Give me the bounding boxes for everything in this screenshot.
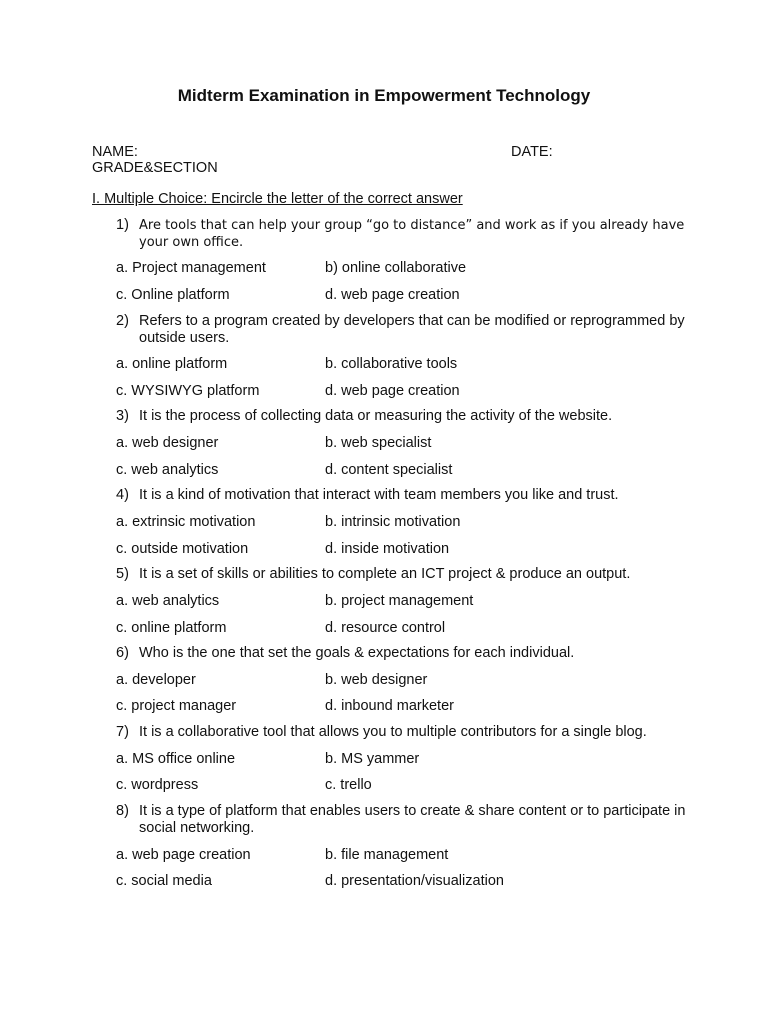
- choice-6d[interactable]: d. inbound marketer: [325, 698, 454, 714]
- grade-section-field-label: GRADE&SECTION: [92, 160, 218, 176]
- choice-4b[interactable]: b. intrinsic motivation: [325, 514, 461, 530]
- question-number: 2): [116, 313, 129, 329]
- question-1: [116, 217, 696, 251]
- choice-6c[interactable]: c. project manager: [116, 698, 237, 714]
- choice-4d[interactable]: d. inside motivation: [325, 541, 450, 557]
- question-5: [116, 566, 696, 583]
- choice-7d[interactable]: c. trello: [325, 777, 372, 793]
- page-title: Midterm Examination in Empowerment Technology: [177, 86, 591, 105]
- question-text: It is the process of collecting data or measuring the activity of the website.: [139, 408, 613, 424]
- choice-1d[interactable]: d. web page creation: [325, 287, 460, 303]
- question-number: 4): [116, 487, 129, 503]
- choice-7b[interactable]: b. MS yammer: [325, 751, 420, 767]
- date-field-label: DATE:: [511, 144, 553, 160]
- choice-8d[interactable]: d. presentation/visualization: [325, 873, 504, 889]
- choice-8c[interactable]: c. social media: [116, 873, 212, 889]
- question-6: [116, 645, 696, 662]
- question-text: Are tools that can help your group “go to distance” and work as if you already have your own office.: [139, 218, 685, 250]
- question-number: 1): [116, 217, 129, 233]
- question-number: 5): [116, 566, 129, 582]
- question-text: Refers to a program created by developers that can be modified or reprogrammed by outside users.: [139, 313, 685, 346]
- question-3: [116, 408, 696, 425]
- choice-5d[interactable]: d. resource control: [325, 620, 446, 636]
- choice-3d[interactable]: d. content specialist: [325, 462, 453, 478]
- question-2: [116, 313, 696, 347]
- choice-5a[interactable]: a. web analytics: [116, 593, 220, 609]
- question-text: It is a collaborative tool that allows you to multiple contributors for a single blog.: [139, 724, 647, 740]
- question-text: It is a type of platform that enables users to create & share content or to participate in social networking.: [139, 803, 686, 836]
- choice-1b[interactable]: b) online collaborative: [325, 260, 467, 276]
- question-text: It is a kind of motivation that interact with team members you like and trust.: [139, 487, 619, 503]
- question-text: It is a set of skills or abilities to complete an ICT project & produce an output.: [139, 566, 631, 582]
- choice-2b[interactable]: b. collaborative tools: [325, 356, 458, 372]
- question-4: [116, 487, 696, 504]
- choice-7c[interactable]: c. wordpress: [116, 777, 199, 793]
- choice-6b[interactable]: b. web designer: [325, 672, 428, 688]
- question-7: [116, 724, 696, 741]
- question-8: [116, 803, 696, 837]
- choice-4a[interactable]: a. extrinsic motivation: [116, 514, 256, 530]
- choice-5b[interactable]: b. project management: [325, 593, 474, 609]
- choice-7a[interactable]: a. MS office online: [116, 751, 236, 767]
- question-number: 8): [116, 803, 129, 819]
- choice-6a[interactable]: a. developer: [116, 672, 196, 688]
- choice-3b[interactable]: b. web specialist: [325, 435, 432, 451]
- choice-8b[interactable]: b. file management: [325, 847, 449, 863]
- choice-2c[interactable]: c. WYSIWYG platform: [116, 383, 260, 399]
- choice-3c[interactable]: c. web analytics: [116, 462, 219, 478]
- choice-2d[interactable]: d. web page creation: [325, 383, 460, 399]
- question-number: 7): [116, 724, 129, 740]
- question-text: Who is the one that set the goals & expectations for each individual.: [139, 645, 575, 661]
- choice-4c[interactable]: c. outside motivation: [116, 541, 249, 557]
- name-field-label: NAME:: [92, 144, 138, 160]
- choice-3a[interactable]: a. web designer: [116, 435, 219, 451]
- choice-5c[interactable]: c. online platform: [116, 620, 227, 636]
- choice-8a[interactable]: a. web page creation: [116, 847, 251, 863]
- choice-2a[interactable]: a. online platform: [116, 356, 228, 372]
- question-number: 3): [116, 408, 129, 424]
- section-heading: I. Multiple Choice: Encircle the letter of the correct answer: [92, 191, 463, 207]
- question-number: 6): [116, 645, 129, 661]
- choice-1c[interactable]: c. Online platform: [116, 287, 230, 303]
- choice-1a[interactable]: a. Project management: [116, 260, 266, 276]
